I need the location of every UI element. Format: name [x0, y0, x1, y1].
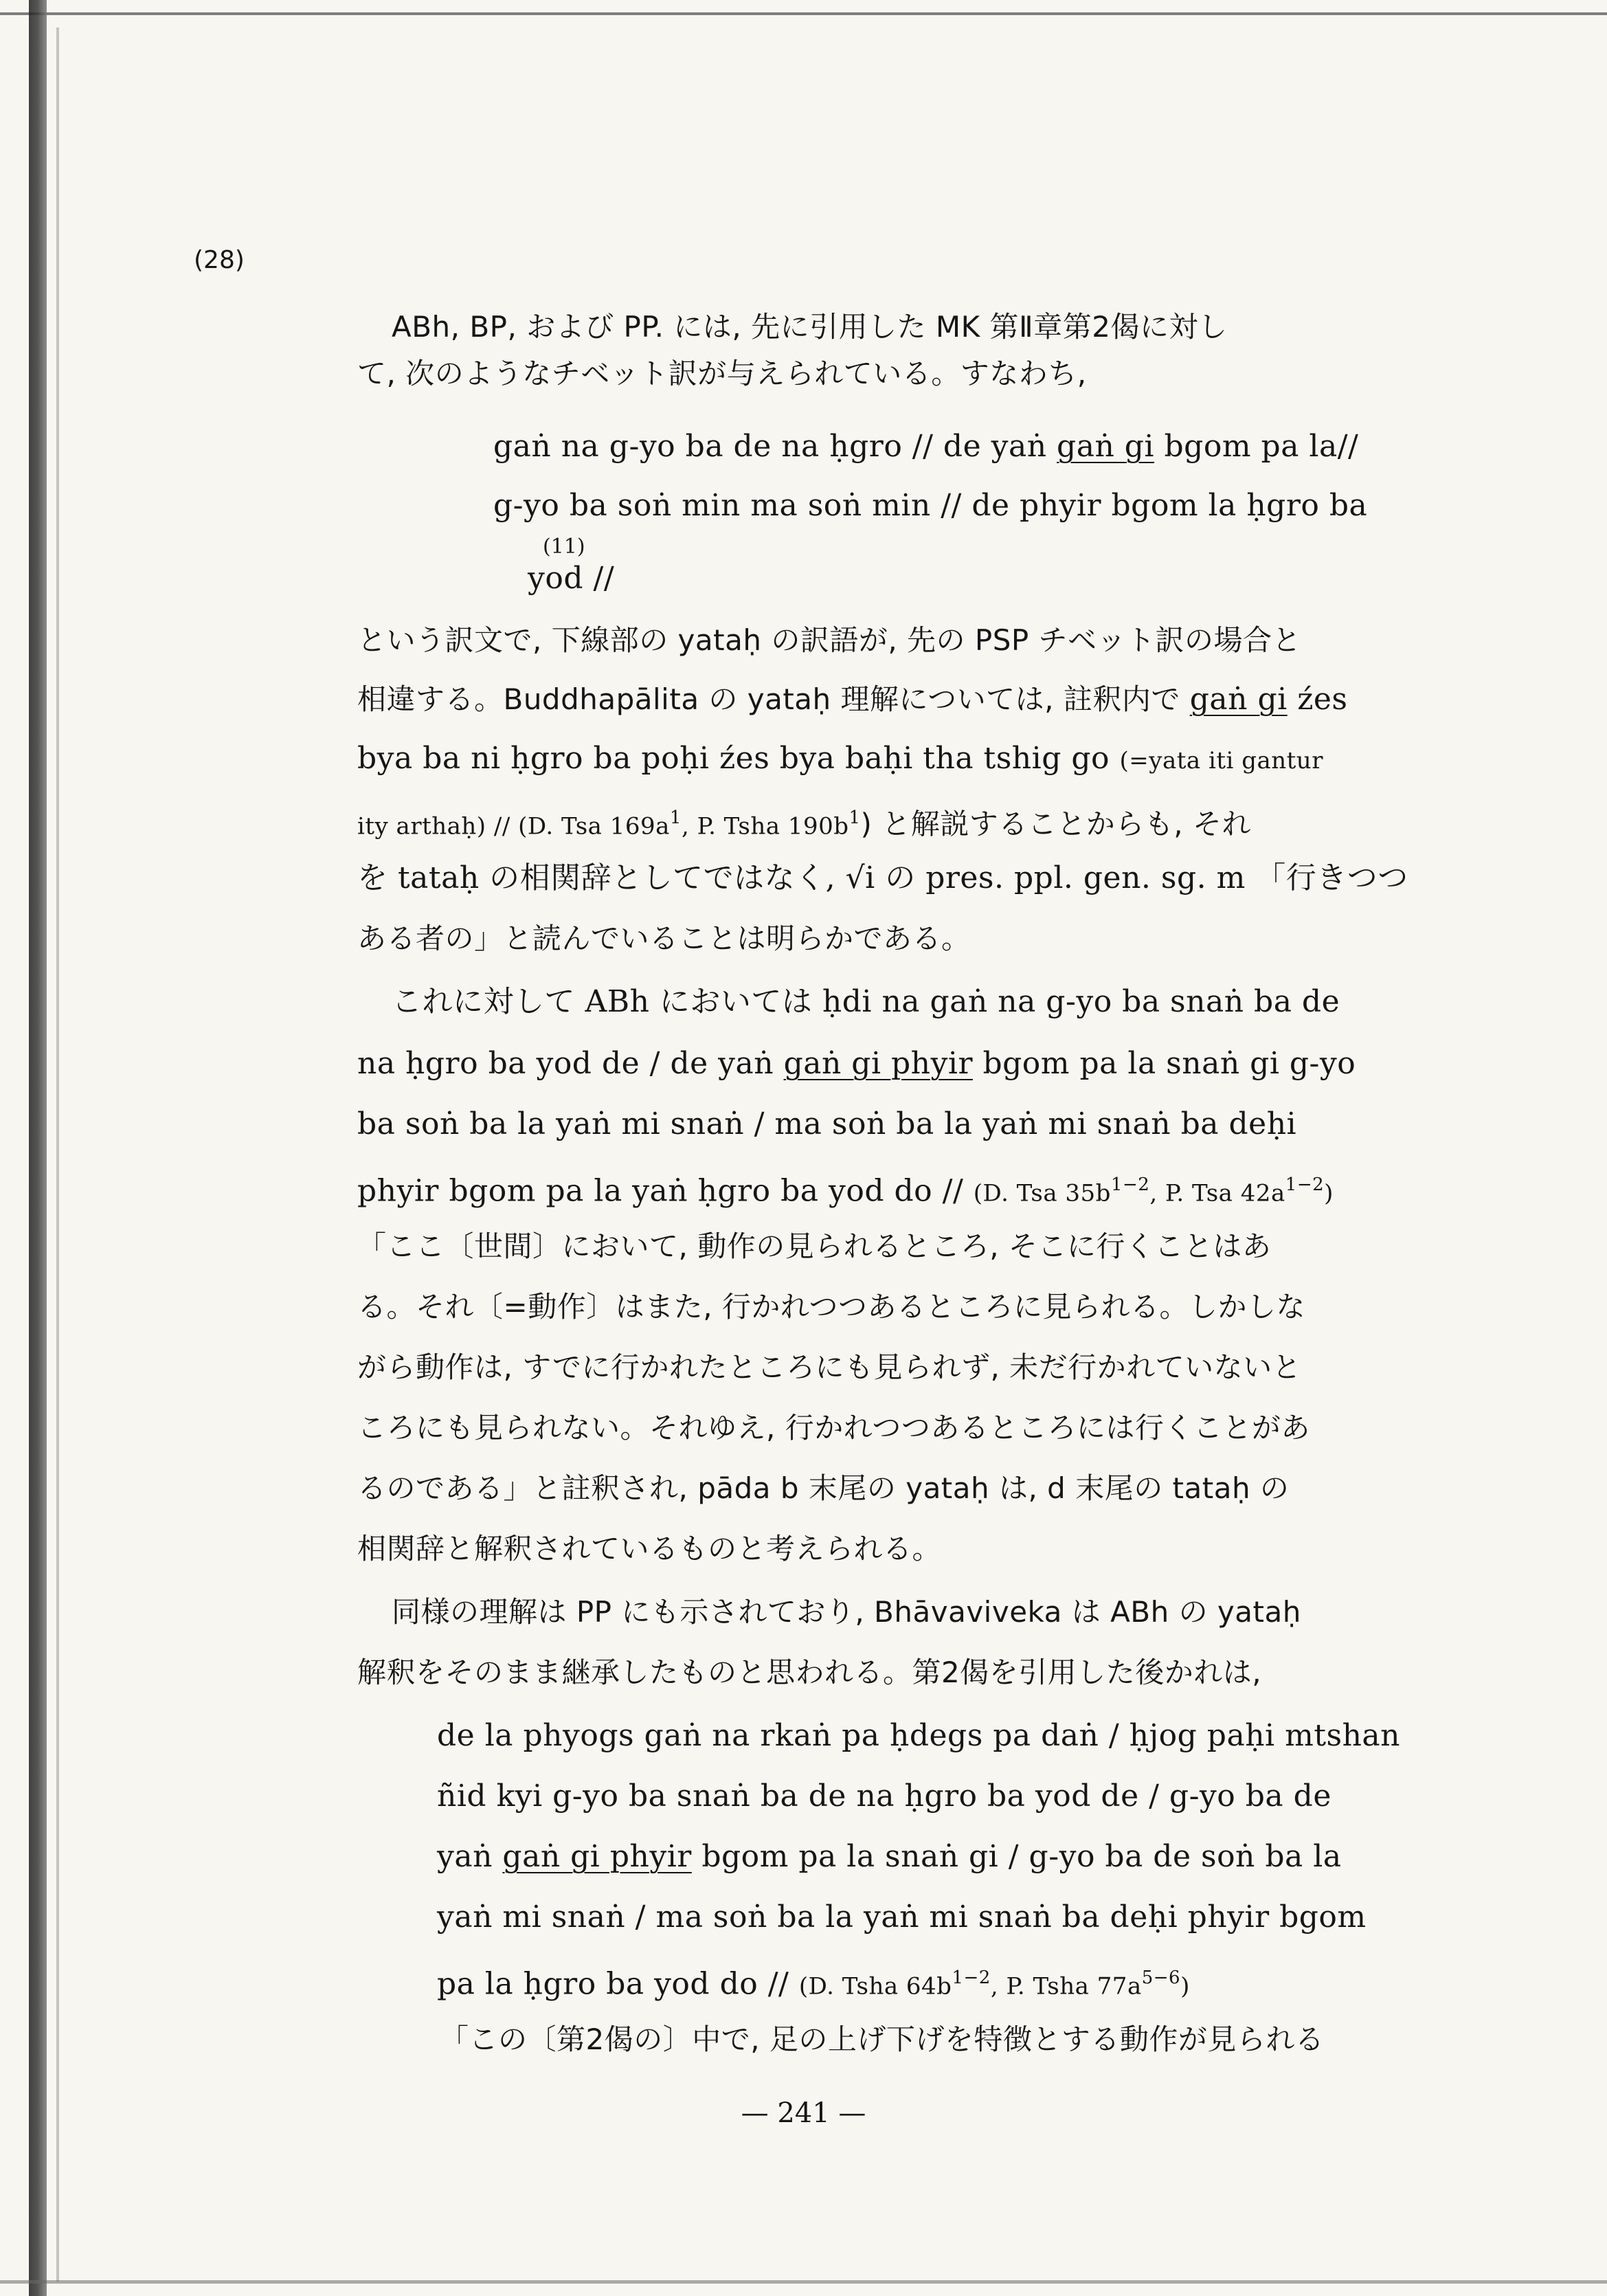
p2-line-5: を tataḥ の相関辞としてではなく, √i の pres. ppl. gen. sg. m 「行きつつ [357, 860, 1408, 895]
p3-line-5: 「ここ〔世間〕において, 動作の見られるところ, そこに行くことはあ [357, 1229, 1272, 1263]
p3-line-6: る。それ〔=動作〕はまた, 行かれつつあるところに見られる。しかしな [357, 1290, 1306, 1324]
p3-line-3: ba soṅ ba la yaṅ mi snaṅ / ma soṅ ba la yaṅ mi snaṅ ba deḥi [357, 1106, 1297, 1141]
p5-line-4: yaṅ mi snaṅ / ma soṅ ba la yaṅ mi snaṅ ba deḥi phyir bgom [437, 1899, 1367, 1935]
underlined-gan-gi-phyir: gaṅ gi phyir [783, 1046, 973, 1081]
p5-line-3: yaṅ gaṅ gi phyir bgom pa la snaṅ gi / g-yo ba de soṅ ba la [437, 1839, 1342, 1874]
p2-line-2: 相違する。Buddhapālita の yataḥ 理解については, 註釈内で gaṅ gi źes [357, 682, 1348, 717]
p5-line-5: pa la ḥgro ba yod do // (D. Tsha $64b^{1-2}$, P. Tsha $77a^{5-6}$) [437, 1966, 1190, 2002]
underlined-gan-gi: gaṅ gi [1057, 429, 1155, 464]
p3-line-7: がら動作は, すでに行かれたところにも見られず, 未だ行かれていないと [357, 1350, 1302, 1384]
page-number-top: (28) [194, 246, 245, 274]
p3-line-2: na ḥgro ba yod de / de yaṅ gaṅ gi phyir bgom pa la snaṅ gi g-yo [357, 1046, 1356, 1081]
footnote-ref-11: (11) [543, 535, 585, 559]
underlined-gan-gi-phyir: gaṅ gi phyir [502, 1839, 692, 1874]
verse1-line-1: gaṅ na g-yo ba de na ḥgro // de yaṅ gaṅ gi bgom pa la// [493, 429, 1359, 464]
p3-line-1: これに対して ABh においては ḥdi na gaṅ na g-yo ba snaṅ ba de [392, 984, 1340, 1019]
p5-line-2: ñid kyi g-yo ba snaṅ ba de na ḥgro ba yod de / g-yo ba de [437, 1779, 1331, 1814]
p2-line-6: ある者の」と読んでいることは明らかである。 [357, 922, 971, 955]
p3-line-4: phyir bgom pa la yaṅ ḥgro ba yod do // (D. Tsa $35b^{1-2}$, P. Tsa $42a^{1-2}$) [357, 1173, 1334, 1209]
p1-line-2: て, 次のようなチベット訳が与えられている。すなわち, [357, 357, 1087, 390]
underlined-gan-gi: gaṅ gi [1189, 682, 1288, 717]
p3-line-9: るのである」と註釈され, pāda b 末尾の yataḥ は, d 末尾の tataḥ の [357, 1471, 1290, 1505]
page-number-bottom: — 241 — [741, 2097, 866, 2129]
verse1-line-3: yod // [528, 561, 615, 596]
p6-line-1: 「この〔第2偈の〕中で, 足の上げ下げを特徴とする動作が見られる [440, 2022, 1325, 2056]
p4-line-2: 解釈をそのまま継承したものと思われる。第2偈を引用した後かれは, [357, 1656, 1262, 1689]
p3-line-8: ころにも見られない。それゆえ, 行かれつつあるところには行くことがあ [357, 1411, 1310, 1445]
p2-line-3: bya ba ni ḥgro ba poḥi źes bya baḥi tha tshig go (=yata iti gantur [357, 741, 1323, 776]
p2-line-4: ity arthaḥ) // (D. Tsa $169a^1$, P. Tsha $190b^1$) と解説することからも, それ [357, 807, 1251, 841]
p2-line-1: という訳文で, 下線部の yataḥ の訳語が, 先の PSP チベット訳の場合と [357, 623, 1302, 657]
p3-line-10: 相関辞と解釈されているものと考えられる。 [357, 1532, 942, 1565]
p4-line-1: 同様の理解は PP にも示されており, Bhāvaviveka は ABh の yataḥ [392, 1595, 1301, 1629]
p5-line-1: de la phyogs gaṅ na rkaṅ pa ḥdegs pa daṅ / ḥjog paḥi mtshan [437, 1718, 1400, 1753]
p1-line-1: ABh, BP, および PP. には, 先に引用した MK 第Ⅱ章第2偈に対し [392, 310, 1228, 344]
verse1-line-2: g-yo ba soṅ min ma soṅ min // de phyir bgom la ḥgro ba [493, 488, 1368, 523]
